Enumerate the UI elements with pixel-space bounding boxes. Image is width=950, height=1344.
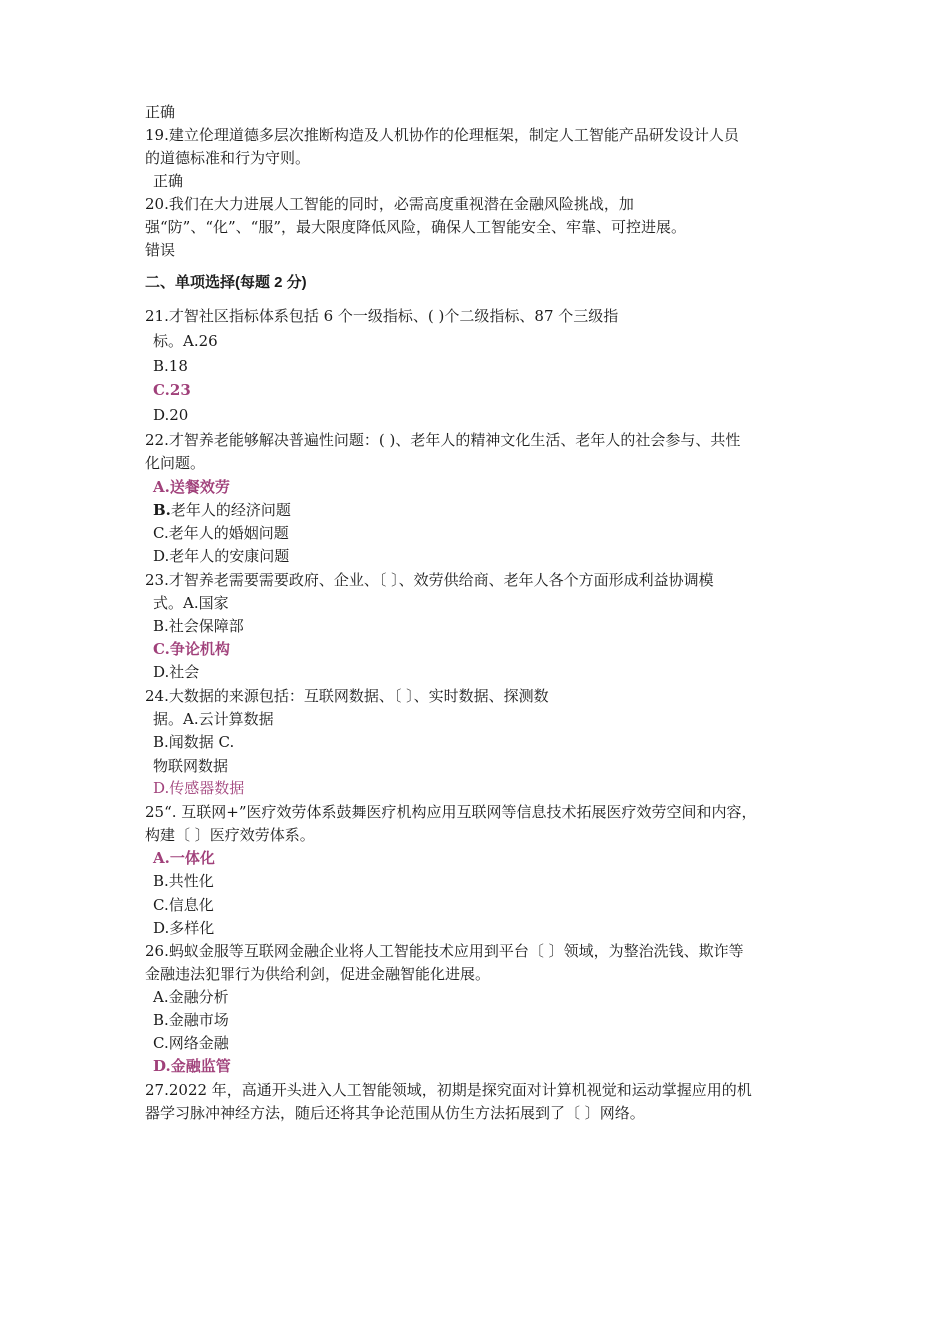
option-22-c: C.老年人的婚姻问题 — [153, 524, 289, 542]
question-20-line2: 强“防”、“化”、“服”，最大限度降低风险，确保人工智能安全、牢靠、可控进展。 — [145, 218, 687, 236]
option-23-b: B.社会保障部 — [153, 617, 244, 635]
question-23-line1: 23.才智养老需要需要政府、企业、〔 〕、效劳供给商、老年人各个方面形成利益协调模 — [145, 571, 714, 589]
option-21-b: B.18 — [153, 357, 188, 375]
question-24-line2: 据。A.云计算数据 — [153, 710, 274, 728]
question-19-line2: 的道德标准和行为守则。 — [145, 149, 311, 167]
question-23-line2: 式。A.国家 — [153, 594, 229, 612]
answer-q19: 正确 — [153, 172, 184, 190]
section-heading: 二、单项选择(每题 2 分) — [145, 274, 307, 291]
option-26-a: A.金融分析 — [153, 988, 229, 1006]
answer-q20: 错误 — [145, 241, 176, 259]
option-26-d-answer: D.金融监管 — [153, 1057, 231, 1075]
question-19-line1: 19.建立伦理道德多层次推断构造及人机协作的伦理框架，制定人工智能产品研发设计人员 — [145, 126, 739, 144]
question-25-line2: 构建〔 〕医疗效劳体系。 — [145, 826, 315, 844]
option-22-d: D.老年人的安康问题 — [153, 547, 290, 565]
option-21-c-answer: C.23 — [153, 381, 191, 399]
option-26-c: C.网络金融 — [153, 1034, 229, 1052]
option-24-c: 物联网数据 — [153, 757, 229, 775]
option-22-b-letter: B. — [153, 501, 171, 519]
option-25-a-answer: A.一体化 — [153, 849, 215, 867]
option-25-d: D.多样化 — [153, 919, 215, 937]
answer-q18: 正确 — [145, 103, 176, 121]
option-24-d-answer: D.传感器数据 — [153, 779, 245, 797]
question-20-line1: 20.我们在大力进展人工智能的同时，必需高度重视潜在金融风险挑战，加 — [145, 195, 634, 213]
question-27-line2: 器学习脉冲神经方法，随后还将其争论范围从仿生方法拓展到了〔 〕网络。 — [145, 1104, 645, 1122]
option-22-b-text: 老年人的经济问题 — [170, 501, 291, 519]
question-22-line1: 22.才智养老能够解决普遍性问题：( )、老年人的精神文化生活、老年人的社会参与、共性 — [145, 431, 741, 449]
question-22-line2: 化问题。 — [145, 454, 206, 472]
option-21-d: D.20 — [153, 406, 189, 424]
question-26-line2: 金融违法犯罪行为供给利剑，促进金融智能化进展。 — [145, 965, 491, 983]
question-21-line2: 标。A.26 — [153, 332, 218, 350]
question-21-line1: 21.才智社区指标体系包括 6 个一级指标、( )个二级指标、87 个三级指 — [145, 307, 619, 325]
option-26-b: B.金融市场 — [153, 1011, 229, 1029]
question-26-line1: 26.蚂蚁金服等互联网金融企业将人工智能技术应用到平台〔 〕领域，为整治洗钱、欺诈等 — [145, 942, 744, 960]
question-27-line1: 27.2022 年，高通开头进入人工智能领域，初期是探究面对计算机视觉和运动掌握应用的机 — [145, 1081, 752, 1099]
option-22-b — [153, 500, 291, 520]
option-22-a-answer: A.送餐效劳 — [153, 478, 230, 496]
option-24-b: B.闻数据 C. — [153, 733, 235, 751]
option-25-c: C.信息化 — [153, 896, 214, 914]
question-25-line1: 25“. 互联网+”医疗效劳体系鼓舞医疗机构应用互联网等信息技术拓展医疗效劳空间和内容， — [145, 803, 757, 821]
option-25-b: B.共性化 — [153, 872, 214, 890]
option-23-d: D.社会 — [153, 663, 200, 681]
question-24-line1: 24.大数据的来源包括：互联网数据、〔 〕、实时数据、探测数 — [145, 687, 549, 705]
option-23-c-answer: C.争论机构 — [153, 640, 230, 658]
